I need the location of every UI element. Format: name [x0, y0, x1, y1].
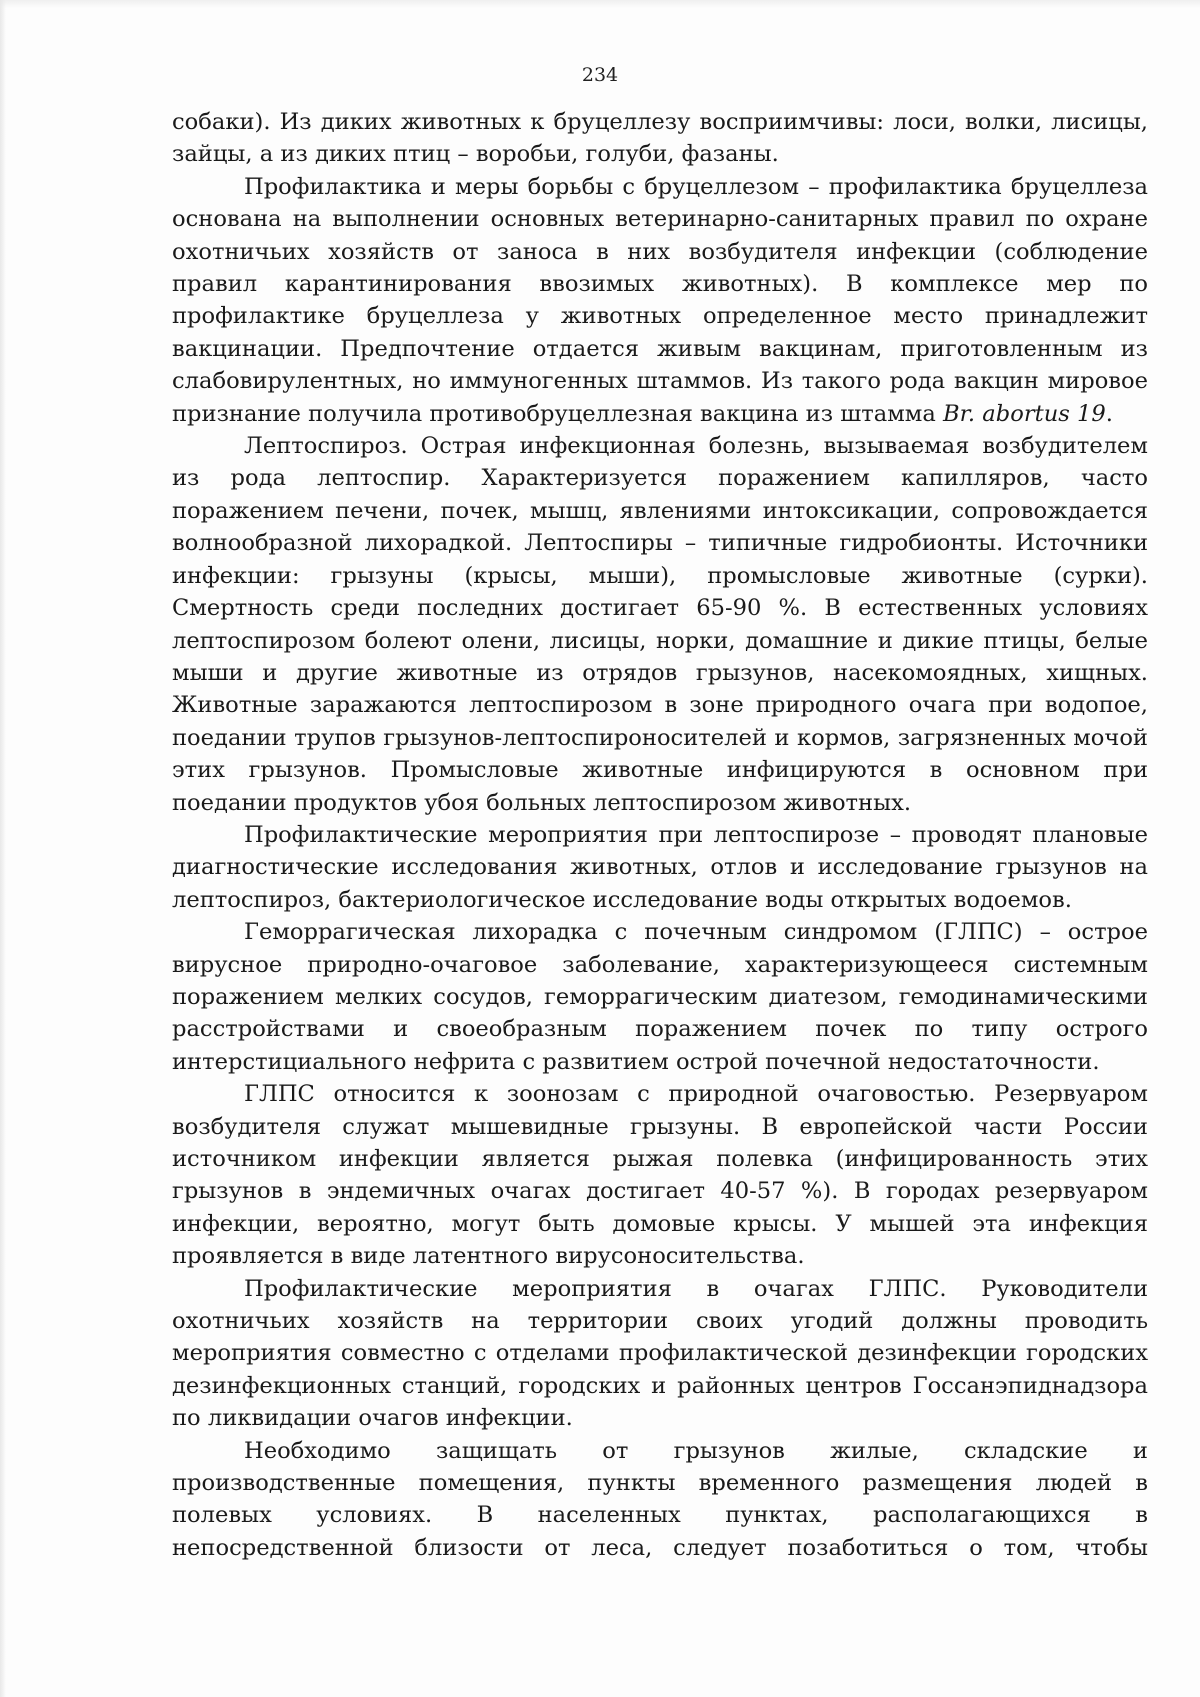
paragraph-tail: .: [1105, 400, 1113, 427]
paragraph-text: Профилактические мероприятия при лептоспирозе – проводят плановые диагностические исследования животных, отлов и исследование грызунов на лептоспироз, бактериологическое исследование воды открытых водоемов.: [172, 821, 1148, 913]
document-body: [172, 106, 1148, 1564]
paragraph-leptospirosis-prophylaxis: [172, 819, 1148, 916]
paragraph-text: Необходимо защищать от грызунов жилые, складские и производственные помещения, пункты временного размещения людей в полевых условиях. В населенных пунктах, располагающихся в непосредственной близости от леса, следует позаботиться о том, чтобы: [172, 1437, 1148, 1561]
paragraph-text: Профилактика и меры борьбы с бруцеллезом – профилактика бруцеллеза основана на выполнении основных ветеринарно-санитарных правил по охране охотничьих хозяйств от заноса в них возбудителя инфекции (соблюдение правил карантинирования ввозимых животных). В комплексе мер по профилактике бруцеллеза у животных определенное место принадлежит вакцинации. Предпочтение отдается живым вакцинам, приготовленным из слабовирулентных, но иммуногенных штаммов. Из такого рода вакцин мировое признание получила противобруцеллезная вакцина из штамма: [172, 173, 1148, 427]
scan-artifact-edge: [0, 0, 6, 1697]
paragraph-hfrs-definition: [172, 916, 1148, 1078]
strain-name: Br. abortus 19: [943, 400, 1106, 427]
paragraph-brucellosis-prophylaxis: [172, 171, 1148, 430]
scan-artifact-top: [0, 0, 1200, 8]
page-number: 234: [581, 64, 619, 86]
paragraph-leptospirosis: [172, 430, 1148, 819]
paragraph-continuation: [172, 106, 1148, 171]
paragraph-text: Геморрагическая лихорадка с почечным синдромом (ГЛПС) – острое вирусное природно-очаговое заболевание, характеризующееся системным поражением мелких сосудов, геморрагическим диатезом, гемодинамическими расстройствами и своеобразным поражением почек по типу острого интерстициального нефрита с развитием острой почечной недостаточности.: [172, 919, 1148, 1075]
paragraph-text: собаки). Из диких животных к бруцеллезу восприимчивы: лоси, волки, лисицы, зайцы, а из диких птиц – воробьи, голуби, фазаны.: [172, 109, 1148, 168]
paragraph-text: Лептоспироз. Острая инфекционная болезнь, вызываемая возбудителем из рода лептоспир. Характеризуется поражением капилляров, часто поражением печени, почек, мышц, явлениями интоксикации, сопровождается волнообразной лихорадкой. Лептоспиры – типичные гидробионты. Источники инфекции: грызуны (крысы, мыши), промысловые животные (сурки). Смертность среди последних достигает 65-90 %. В естественных условиях лептоспирозом болеют олени, лисицы, норки, домашние и дикие птицы, белые мыши и другие животные из отрядов грызунов, насекомоядных, хищных. Животные заражаются лептоспирозом в зоне природного очага при водопое, поедании трупов грызунов-лептоспироносителей и кормов, загрязненных мочой этих грызунов. Промысловые животные инфицируются в основном при поедании продуктов убоя больных лептоспирозом животных.: [172, 433, 1148, 816]
paragraph-hfrs-zoonosis: [172, 1078, 1148, 1272]
paragraph-rodent-protection: [172, 1435, 1148, 1565]
paragraph-text: Профилактические мероприятия в очагах ГЛПС. Руководители охотничьих хозяйств на территории своих угодий должны проводить мероприятия совместно с отделами профилактической дезинфекции городских дезинфекционных станций, городских и районных центров Госсанэпиднадзора по ликвидации очагов инфекции.: [172, 1275, 1148, 1432]
paragraph-hfrs-prophylaxis: [172, 1273, 1148, 1435]
paragraph-text: ГЛПС относится к зоонозам с природной очаговостью. Резервуаром возбудителя служат мышевидные грызуны. В европейской части России источником инфекции является рыжая полевка (инфицированность этих грызунов в эндемичных очагах достигает 40-57 %). В городах резервуаром инфекции, вероятно, могут быть домовые крысы. У мышей эта инфекция проявляется в виде латентного вирусоносительства.: [172, 1081, 1148, 1270]
